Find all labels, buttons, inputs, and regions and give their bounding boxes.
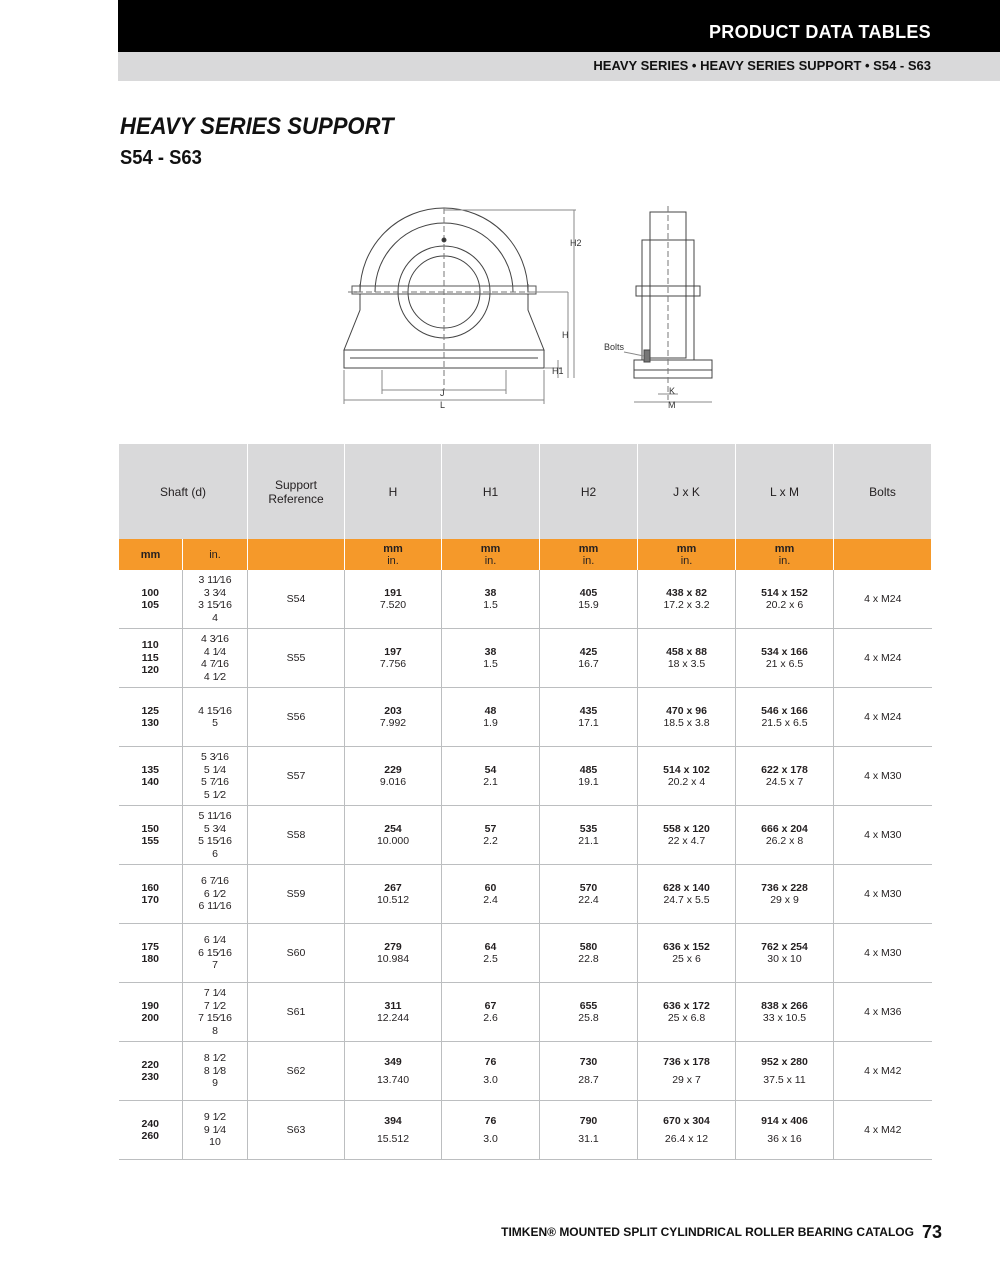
shaft-mm-value: 125	[141, 704, 160, 717]
shaft-in-value: 4 15⁄16	[198, 704, 232, 717]
shaft-in-value: 5 11⁄16	[198, 810, 232, 822]
h-cell	[345, 865, 442, 924]
shaft-in-value: 9	[212, 1077, 218, 1090]
unit-in: in.	[183, 539, 248, 570]
shaft-mm-value: 100	[141, 586, 160, 599]
h2-mm-value: 405	[579, 586, 598, 599]
h-mm-value: 311	[384, 999, 402, 1012]
shaft-in-value: 4 7⁄16	[200, 658, 230, 670]
jk-cell	[638, 806, 736, 865]
shaft-in-value: 5 3⁄4	[203, 822, 227, 835]
h2-in-value: 16.7	[578, 658, 599, 670]
dim-label-m: M	[668, 400, 676, 410]
jk-cell	[638, 1101, 736, 1160]
h-mm-value: 279	[384, 940, 402, 953]
table-row	[119, 865, 932, 924]
h-mm-value: 191	[384, 586, 402, 599]
support-reference-cell: S61	[248, 983, 345, 1042]
lm-in-value: 24.5 x 7	[765, 776, 804, 788]
h2-in-value: 21.1	[578, 835, 599, 847]
h-in-value: 7.992	[379, 717, 407, 729]
shaft-in-value: 6	[212, 847, 218, 860]
dim-label-bolts: Bolts	[604, 342, 625, 352]
shaft-in-value: 4 1⁄2	[203, 670, 227, 683]
shaft-in-cell	[183, 629, 248, 688]
lm-in-value: 37.5 x 11	[763, 1074, 806, 1086]
shaft-mm-value: 260	[141, 1130, 160, 1142]
h1-in-value: 2.4	[483, 894, 498, 906]
header-shaft: Shaft (d)	[119, 444, 248, 539]
shaft-mm-cell	[119, 924, 183, 983]
h-in-value: 10.000	[376, 835, 410, 847]
dim-label-h1: H1	[552, 366, 564, 376]
jk-cell	[638, 983, 736, 1042]
h1-mm-value: 38	[484, 586, 497, 599]
lm-cell	[736, 1042, 834, 1101]
h2-mm-value: 485	[579, 763, 598, 776]
h-cell	[345, 983, 442, 1042]
h-in-value: 9.016	[379, 776, 407, 788]
jk-mm-value: 470 x 96	[666, 704, 707, 717]
h2-cell	[540, 688, 638, 747]
jk-in-value: 20.2 x 4	[667, 776, 706, 788]
jk-mm-value: 514 x 102	[663, 763, 710, 776]
shaft-mm-cell	[119, 629, 183, 688]
bearing-support-drawing	[330, 200, 730, 420]
h1-in-value: 2.2	[483, 835, 498, 847]
h1-in-value: 2.5	[483, 953, 498, 965]
lm-in-value: 20.2 x 6	[765, 599, 804, 611]
jk-cell	[638, 688, 736, 747]
table-row	[119, 629, 932, 688]
lm-cell	[736, 983, 834, 1042]
h2-in-value: 28.7	[578, 1074, 599, 1086]
h-cell	[345, 629, 442, 688]
h1-in-value: 2.6	[483, 1012, 498, 1024]
jk-mm-value: 558 x 120	[663, 822, 710, 835]
h2-cell	[540, 629, 638, 688]
jk-mm-value: 628 x 140	[663, 881, 710, 894]
page-title: HEAVY SERIES SUPPORT	[120, 113, 394, 140]
shaft-mm-cell	[119, 570, 183, 629]
h-mm-value: 267	[384, 881, 402, 894]
h2-mm-value: 425	[579, 645, 598, 658]
support-reference-cell: S55	[248, 629, 345, 688]
bolts-cell: 4 x M30	[834, 806, 932, 865]
lm-in-value: 21.5 x 6.5	[761, 717, 808, 729]
lm-in-value: 30 x 10	[767, 953, 802, 965]
jk-in-value: 18 x 3.5	[667, 658, 706, 670]
h1-mm-value: 64	[484, 940, 497, 953]
lm-mm-value: 736 x 228	[761, 881, 808, 894]
shaft-mm-cell	[119, 1042, 183, 1101]
support-reference-cell: S62	[248, 1042, 345, 1101]
jk-cell	[638, 1042, 736, 1101]
h2-cell	[540, 865, 638, 924]
h2-in-value: 22.4	[578, 894, 599, 906]
footer	[501, 1222, 942, 1243]
h2-mm-value: 435	[579, 704, 598, 717]
unit-h2: mm in.	[540, 539, 638, 570]
jk-in-value: 25 x 6	[672, 953, 701, 965]
h-cell	[345, 924, 442, 983]
shaft-in-value: 10	[209, 1136, 221, 1149]
h1-cell	[442, 747, 540, 806]
h1-mm-value: 38	[484, 645, 497, 658]
h2-cell	[540, 1101, 638, 1160]
shaft-in-cell	[183, 1101, 248, 1160]
lm-cell	[736, 629, 834, 688]
bolts-cell: 4 x M24	[834, 570, 932, 629]
h1-cell	[442, 865, 540, 924]
h1-in-value: 1.5	[483, 599, 498, 611]
shaft-in-value: 3 11⁄16	[198, 574, 232, 586]
unit-lxm: mm in.	[736, 539, 834, 570]
support-reference-cell: S60	[248, 924, 345, 983]
h1-in-value: 2.1	[483, 776, 498, 788]
jk-mm-value: 670 x 304	[663, 1114, 710, 1127]
lm-cell	[736, 865, 834, 924]
h1-mm-value: 60	[484, 881, 497, 894]
table-row	[119, 747, 932, 806]
shaft-in-cell	[183, 570, 248, 629]
h-mm-value: 349	[384, 1055, 402, 1068]
unit-jxk: mm in.	[638, 539, 736, 570]
units-row	[119, 539, 932, 570]
h-cell	[345, 1042, 442, 1101]
support-reference-cell: S56	[248, 688, 345, 747]
shaft-in-cell	[183, 1042, 248, 1101]
h-in-value: 10.984	[376, 953, 410, 965]
shaft-in-value: 6 1⁄4	[203, 934, 227, 947]
dimensions-table	[118, 444, 932, 1160]
jk-cell	[638, 629, 736, 688]
shaft-in-value: 4	[212, 611, 218, 624]
h-mm-value: 203	[384, 704, 402, 717]
shaft-in-value: 5	[212, 717, 218, 729]
header-bar	[118, 0, 1000, 52]
shaft-mm-cell	[119, 865, 183, 924]
table-row	[119, 924, 932, 983]
shaft-mm-value: 115	[141, 651, 159, 664]
h1-cell	[442, 924, 540, 983]
table-row	[119, 806, 932, 865]
page-number: 73	[921, 1222, 942, 1242]
unit-mm: mm	[119, 539, 183, 570]
shaft-in-value: 6 11⁄16	[198, 900, 232, 913]
shaft-in-value: 8 1⁄2	[203, 1052, 227, 1065]
bolts-cell: 4 x M30	[834, 924, 932, 983]
header-h1: H1	[442, 444, 540, 539]
h2-in-value: 22.8	[578, 953, 599, 965]
shaft-mm-cell	[119, 1101, 183, 1160]
h1-cell	[442, 1101, 540, 1160]
h1-cell	[442, 1042, 540, 1101]
lm-in-value: 36 x 16	[767, 1133, 802, 1145]
shaft-in-value: 8	[212, 1024, 218, 1037]
h2-mm-value: 790	[579, 1114, 598, 1127]
shaft-in-value: 3 3⁄4	[203, 586, 227, 599]
shaft-mm-value: 120	[141, 664, 160, 677]
shaft-in-cell	[183, 688, 248, 747]
jk-in-value: 17.2 x 3.2	[663, 599, 710, 611]
shaft-in-value: 9 1⁄2	[203, 1111, 227, 1124]
h2-mm-value: 655	[579, 999, 598, 1012]
h1-in-value: 1.9	[483, 717, 498, 729]
h2-cell	[540, 806, 638, 865]
h-cell	[345, 570, 442, 629]
lm-mm-value: 622 x 178	[761, 763, 808, 776]
h1-cell	[442, 688, 540, 747]
shaft-mm-value: 200	[141, 1012, 160, 1024]
table-row	[119, 983, 932, 1042]
lm-cell	[736, 806, 834, 865]
shaft-in-value: 8 1⁄8	[203, 1064, 227, 1077]
shaft-in-cell	[183, 865, 248, 924]
support-reference-cell: S63	[248, 1101, 345, 1160]
shaft-in-cell	[183, 747, 248, 806]
bolts-cell: 4 x M36	[834, 983, 932, 1042]
header-support-reference: Support Reference	[248, 444, 345, 539]
shaft-mm-value: 220	[141, 1058, 160, 1071]
footer-text: TIMKEN® MOUNTED SPLIT CYLINDRICAL ROLLER BEARING CATALOG	[501, 1225, 914, 1239]
unit-h: mm in.	[345, 539, 442, 570]
header-title: PRODUCT DATA TABLES	[708, 22, 931, 42]
h1-cell	[442, 806, 540, 865]
h2-cell	[540, 1042, 638, 1101]
shaft-mm-value: 155	[141, 835, 160, 847]
shaft-in-value: 4 3⁄16	[200, 633, 230, 645]
shaft-in-value: 6 1⁄2	[203, 887, 227, 900]
h2-mm-value: 570	[579, 881, 598, 894]
jk-in-value: 29 x 7	[672, 1074, 701, 1086]
h2-cell	[540, 747, 638, 806]
shaft-in-value: 5 3⁄16	[200, 751, 230, 763]
table-row	[119, 570, 932, 629]
bolts-cell: 4 x M24	[834, 688, 932, 747]
h1-mm-value: 57	[484, 822, 497, 835]
h-mm-value: 197	[384, 645, 402, 658]
shaft-mm-value: 110	[141, 639, 159, 652]
shaft-in-value: 7 1⁄2	[203, 999, 227, 1012]
h-mm-value: 229	[384, 763, 402, 776]
header-lxm: L x M	[736, 444, 834, 539]
shaft-in-value: 5 15⁄16	[198, 835, 232, 847]
lm-mm-value: 546 x 166	[761, 704, 808, 717]
h-cell	[345, 806, 442, 865]
lm-in-value: 29 x 9	[770, 894, 799, 906]
h-cell	[345, 1101, 442, 1160]
shaft-in-value: 7 15⁄16	[198, 1012, 232, 1024]
shaft-mm-value: 160	[141, 881, 160, 894]
bolts-cell: 4 x M30	[834, 865, 932, 924]
h2-cell	[540, 983, 638, 1042]
h1-mm-value: 76	[484, 1114, 497, 1127]
lm-in-value: 21 x 6.5	[765, 658, 804, 670]
lm-mm-value: 838 x 266	[761, 999, 808, 1012]
h-in-value: 15.512	[376, 1133, 410, 1145]
h1-mm-value: 76	[484, 1055, 497, 1068]
shaft-mm-value: 175	[141, 940, 160, 953]
jk-mm-value: 438 x 82	[666, 586, 707, 599]
jk-in-value: 24.7 x 5.5	[663, 894, 710, 906]
unit-h1: mm in.	[442, 539, 540, 570]
h1-cell	[442, 570, 540, 629]
h1-in-value: 3.0	[483, 1074, 498, 1086]
support-reference-cell: S58	[248, 806, 345, 865]
h1-cell	[442, 983, 540, 1042]
h2-mm-value: 535	[579, 822, 598, 835]
h2-cell	[540, 570, 638, 629]
shaft-in-value: 4 1⁄4	[203, 645, 227, 658]
shaft-in-value: 6 7⁄16	[200, 875, 230, 888]
h2-in-value: 25.8	[578, 1012, 599, 1024]
h-mm-value: 394	[384, 1114, 402, 1127]
h1-in-value: 3.0	[483, 1133, 498, 1145]
lm-mm-value: 514 x 152	[761, 586, 808, 599]
lm-mm-value: 914 x 406	[761, 1114, 808, 1127]
bolts-cell: 4 x M42	[834, 1042, 932, 1101]
header-h2: H2	[540, 444, 638, 539]
h1-mm-value: 54	[484, 763, 497, 776]
support-reference-cell: S57	[248, 747, 345, 806]
h1-in-value: 1.5	[483, 658, 498, 670]
jk-in-value: 25 x 6.8	[667, 1012, 706, 1024]
shaft-in-value: 3 15⁄16	[198, 599, 232, 611]
breadcrumb	[118, 52, 1000, 81]
shaft-mm-cell	[119, 983, 183, 1042]
header-jxk: J x K	[638, 444, 736, 539]
shaft-mm-value: 135	[141, 763, 160, 776]
table-row	[119, 1101, 932, 1160]
shaft-mm-value: 140	[141, 776, 160, 788]
h2-in-value: 31.1	[578, 1133, 599, 1145]
shaft-in-value: 5 7⁄16	[200, 776, 230, 788]
h2-mm-value: 730	[579, 1055, 598, 1068]
lm-cell	[736, 924, 834, 983]
shaft-in-value: 6 15⁄16	[198, 946, 232, 959]
dim-label-h: H	[562, 330, 569, 340]
bolts-cell: 4 x M30	[834, 747, 932, 806]
h-in-value: 7.756	[379, 658, 407, 670]
lm-cell	[736, 570, 834, 629]
lm-cell	[736, 1101, 834, 1160]
shaft-mm-value: 105	[141, 599, 160, 611]
shaft-mm-value: 170	[141, 894, 160, 906]
lm-in-value: 33 x 10.5	[762, 1012, 807, 1024]
shaft-mm-value: 130	[141, 717, 160, 729]
jk-cell	[638, 747, 736, 806]
jk-cell	[638, 865, 736, 924]
jk-in-value: 26.4 x 12	[664, 1133, 709, 1145]
jk-cell	[638, 924, 736, 983]
page-subtitle: S54 - S63	[120, 147, 202, 169]
jk-mm-value: 458 x 88	[666, 645, 707, 658]
lm-in-value: 26.2 x 8	[765, 835, 804, 847]
jk-mm-value: 636 x 172	[663, 999, 710, 1012]
lm-cell	[736, 747, 834, 806]
dim-label-l: L	[440, 400, 446, 410]
support-reference-cell: S54	[248, 570, 345, 629]
jk-mm-value: 736 x 178	[663, 1055, 710, 1068]
shaft-mm-value: 230	[141, 1071, 160, 1083]
dim-label-j: J	[440, 388, 445, 398]
lm-mm-value: 952 x 280	[761, 1055, 808, 1068]
h2-in-value: 17.1	[578, 717, 599, 729]
lm-mm-value: 762 x 254	[761, 940, 808, 953]
h2-mm-value: 580	[579, 940, 598, 953]
bolts-cell: 4 x M42	[834, 1101, 932, 1160]
shaft-in-value: 5 1⁄4	[203, 763, 227, 776]
h-in-value: 13.740	[376, 1074, 410, 1086]
shaft-in-value: 5 1⁄2	[203, 788, 227, 801]
lm-mm-value: 534 x 166	[761, 645, 808, 658]
shaft-mm-value: 180	[141, 953, 160, 965]
jk-in-value: 18.5 x 3.8	[663, 717, 710, 729]
h2-in-value: 15.9	[578, 599, 599, 611]
jk-cell	[638, 570, 736, 629]
front-view	[344, 208, 576, 404]
jk-mm-value: 636 x 152	[663, 940, 710, 953]
header-bolts: Bolts	[834, 444, 932, 539]
breadcrumb-text: HEAVY SERIES • HEAVY SERIES SUPPORT • S54 - S63	[593, 58, 931, 73]
h-mm-value: 254	[384, 822, 402, 835]
h2-cell	[540, 924, 638, 983]
h-cell	[345, 747, 442, 806]
shaft-mm-cell	[119, 747, 183, 806]
shaft-mm-value: 190	[141, 999, 160, 1012]
shaft-in-value: 7 1⁄4	[203, 987, 227, 999]
lm-mm-value: 666 x 204	[761, 822, 808, 835]
header-h: H	[345, 444, 442, 539]
support-reference-cell: S59	[248, 865, 345, 924]
h2-in-value: 19.1	[578, 776, 599, 788]
h-in-value: 7.520	[379, 599, 407, 611]
shaft-in-value: 7	[212, 959, 218, 972]
shaft-mm-value: 240	[141, 1117, 160, 1130]
h-cell	[345, 688, 442, 747]
table-row	[119, 688, 932, 747]
shaft-mm-cell	[119, 806, 183, 865]
table-row	[119, 1042, 932, 1101]
shaft-mm-value: 150	[141, 822, 160, 835]
lm-cell	[736, 688, 834, 747]
shaft-mm-cell	[119, 688, 183, 747]
side-view	[624, 206, 712, 402]
h1-mm-value: 67	[484, 999, 497, 1012]
h-in-value: 12.244	[376, 1012, 410, 1024]
shaft-in-cell	[183, 806, 248, 865]
bolts-cell: 4 x M24	[834, 629, 932, 688]
h1-cell	[442, 629, 540, 688]
shaft-in-cell	[183, 983, 248, 1042]
jk-in-value: 22 x 4.7	[667, 835, 706, 847]
h-in-value: 10.512	[376, 894, 410, 906]
dim-label-h2: H2	[570, 238, 582, 248]
h1-mm-value: 48	[484, 704, 497, 717]
shaft-in-cell	[183, 924, 248, 983]
dim-label-k: K	[669, 386, 676, 396]
shaft-in-value: 9 1⁄4	[203, 1123, 227, 1136]
